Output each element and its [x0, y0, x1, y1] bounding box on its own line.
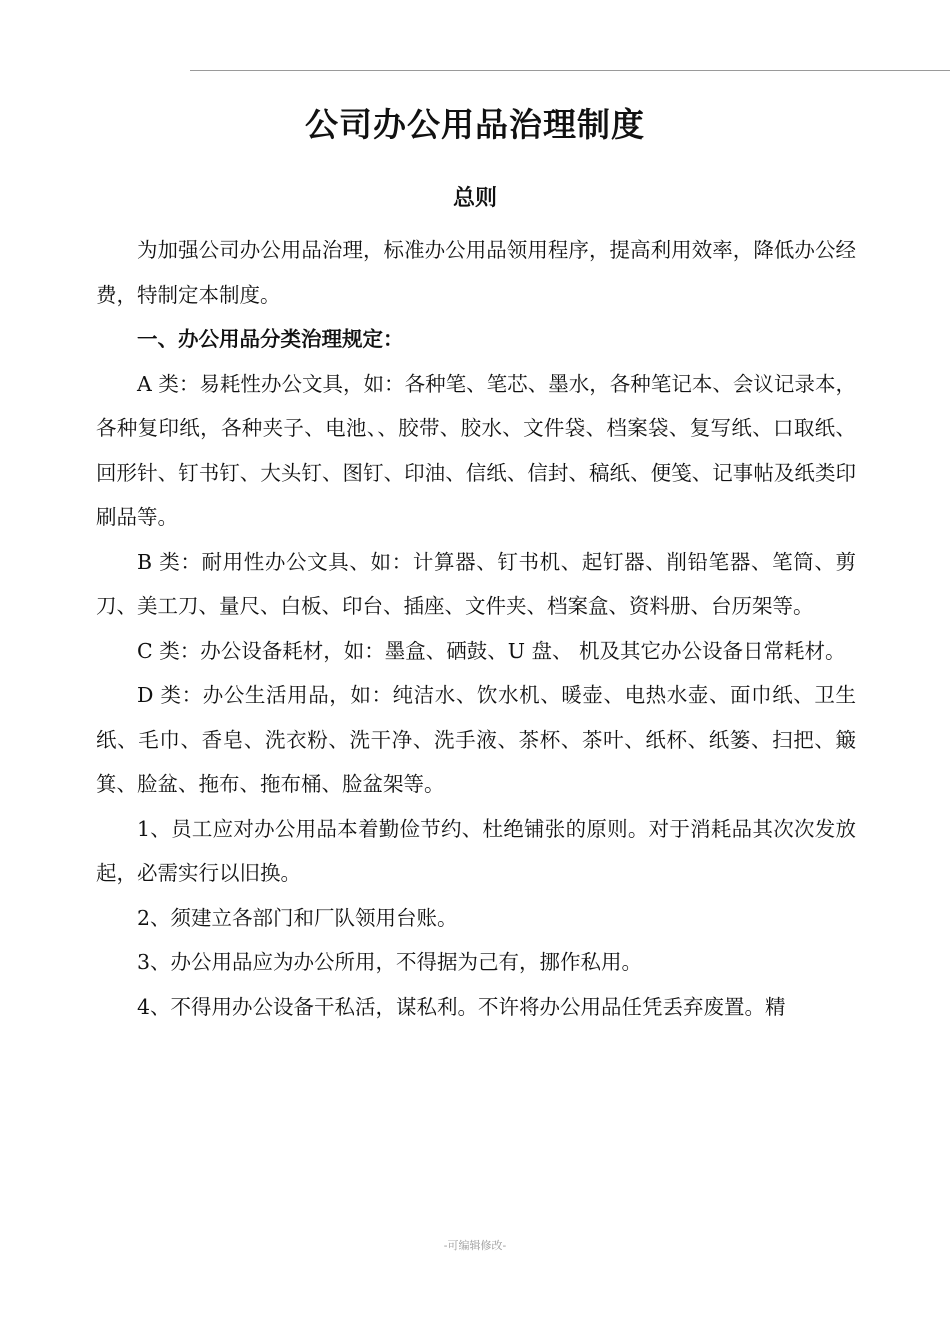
paragraph-rule-2: 2、须建立各部门和厂队领用台账。: [137, 905, 458, 930]
paragraph-rule-4: 4、不得用办公设备干私活，谋私利。不许将办公用品任凭丢弃废置。精: [137, 994, 786, 1019]
page-footer: -可编辑修改-: [443, 1239, 507, 1252]
document-body: [96, 228, 856, 1029]
paragraph-class-d: D 类：办公生活用品，如：纯洁水、饮水机、暖壶、电热水壶、面巾纸、卫生纸、毛巾、香皂、洗衣粉、洗干净、洗手液、茶杯、茶叶、纸杯、纸篓、扫把、簸箕、脸盆、拖布、拖布桶、脸盆架等。: [96, 683, 856, 796]
document-title: 公司办公用品治理制度: [305, 105, 645, 144]
paragraph-class-a: A 类：易耗性办公文具，如：各种笔、笔芯、墨水，各种笔记本、会议记录本，各种复印纸，各种夹子、电池、、胶带、胶水、文件袋、档案袋、复写纸、口取纸、回形针、钉书钉、大头钉、图钉、印油、信纸、信封、稿纸、便笺、记事帖及纸类印刷品等。: [96, 371, 856, 529]
heading-classification-rules: 一、办公用品分类治理规定：: [137, 327, 404, 351]
paragraph-intro: 为加强公司办公用品治理，标准办公用品领用程序，提高利用效率，降低办公经费，特制定本制度。: [96, 238, 856, 307]
paragraph-class-c: C 类：办公设备耗材，如：墨盒、硒鼓、U 盘、 机及其它办公设备日常耗材。: [137, 638, 846, 663]
header-rule: [190, 70, 950, 71]
paragraph-class-b: B 类：耐用性办公文具、如：计算器、钉书机、起钉器、削铅笔器、笔筒、剪刀、美工刀、量尺、白板、印台、插座、文件夹、档案盒、资料册、台历架等。: [96, 549, 856, 618]
section-title: 总则: [452, 185, 497, 211]
paragraph-rule-3: 3、办公用品应为办公所用，不得据为己有，挪作私用。: [137, 950, 643, 974]
paragraph-rule-1: 1、员工应对办公用品本着勤俭节约、杜绝铺张的原则。对于消耗品其次次发放起，必需实行以旧换。: [96, 816, 856, 885]
